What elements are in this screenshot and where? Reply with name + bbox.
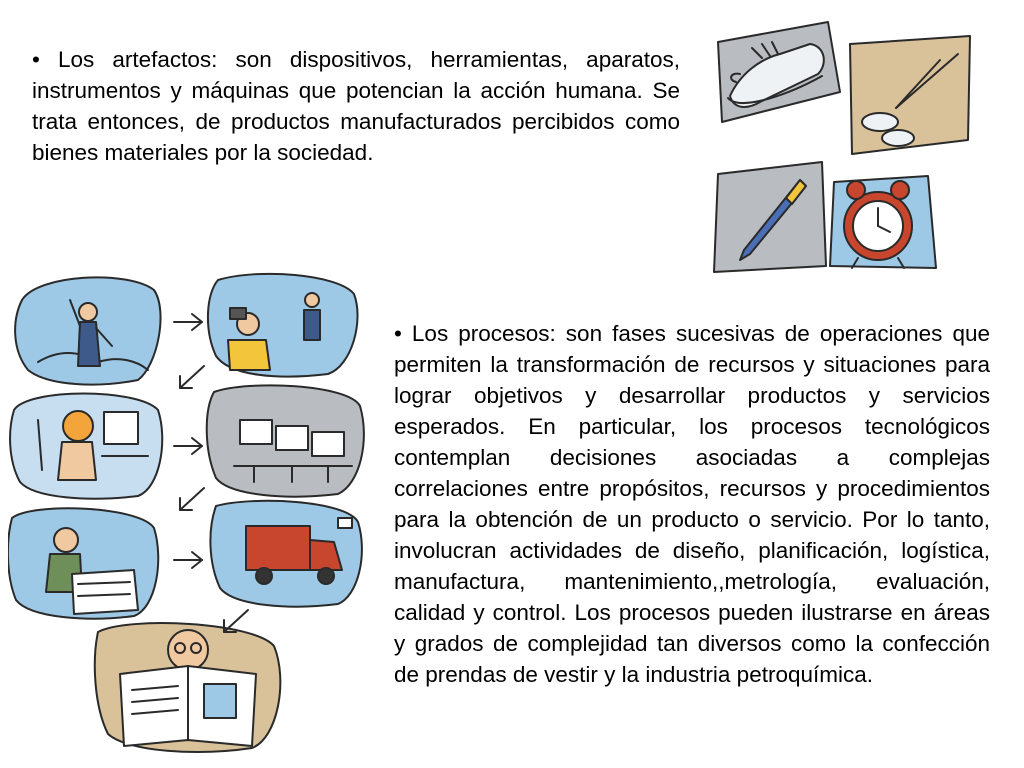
arrow-down-left-icon: [180, 366, 204, 388]
production-line-icon: [207, 385, 364, 496]
delivery-truck-icon: [210, 501, 361, 607]
idea-icon: [15, 277, 160, 384]
arrow-right-icon: [174, 314, 202, 330]
newspaper-reader-icon: [95, 623, 281, 752]
alarm-clock-icon: [830, 176, 936, 268]
scissors-icon: [850, 36, 970, 154]
designer-at-computer-icon: [10, 394, 162, 499]
arrow-right-icon: [174, 552, 202, 568]
photographer-icon: [208, 274, 358, 377]
process-flow-illustration: [8, 270, 380, 760]
artifacts-illustration: [700, 14, 1000, 276]
processes-paragraph: • Los procesos: son fases sucesivas de operaciones que permiten la transformación de recursos y situaciones para lograr objetivos y desarrollar productos y servicios esperados. En particular, los procesos tecnológicos contemplan decisiones asociadas a complejas correlaciones entre propósitos, recursos y procedimientos para la obtención de un producto o servicio. Por lo tanto, involucran actividades de diseño, planificación, logística, manufactura, mantenimiento,,metrología, evaluación, calidad y control. Los procesos pueden ilustrarse en áreas y grados de complejidad tan diversos como la confección de prendas de vestir y la industria petroquímica.: [394, 321, 990, 687]
arrow-right-icon: [174, 438, 202, 454]
arrow-down-left-icon: [224, 610, 248, 632]
pen-icon: [714, 162, 826, 272]
artifacts-paragraph: • Los artefactos: son dispositivos, herramientas, aparatos, instrumentos y máquinas que potencian la acción humana. Se trata entonces, de productos manufacturados percibidos como bienes materiales por la sociedad.: [32, 47, 680, 165]
arrow-down-left-icon: [180, 488, 204, 510]
shoe-icon: [718, 22, 840, 122]
printing-worker-icon: [8, 508, 158, 618]
